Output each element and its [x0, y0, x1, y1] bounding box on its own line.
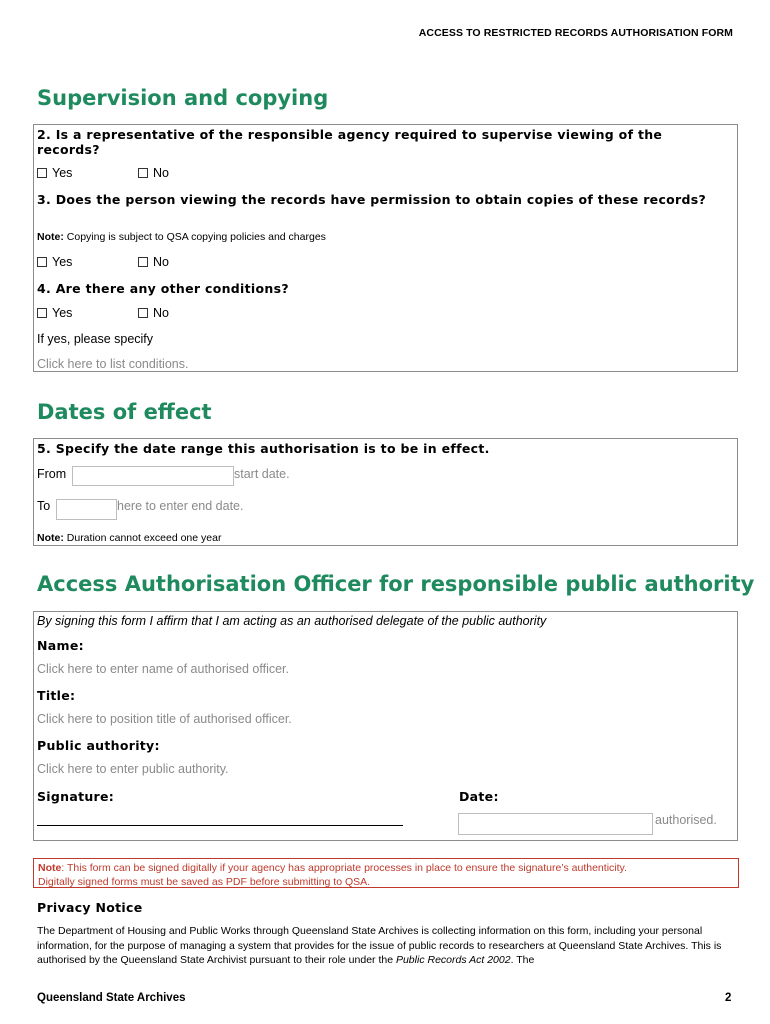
date-label: Date: [459, 789, 499, 804]
form-header-title: ACCESS TO RESTRICTED RECORDS AUTHORISATION FORM [418, 27, 733, 39]
note-text: Copying is subject to QSA copying policies and charges [66, 231, 326, 243]
from-date-input[interactable] [72, 466, 234, 486]
signed-date-hint: authorised. [655, 813, 717, 827]
signature-label: Signature: [37, 789, 115, 804]
privacy-title: Privacy Notice [37, 900, 143, 915]
q2-yes-label: Yes [52, 166, 73, 180]
question-2: 2. Is a representative of the responsible agency required to supervise viewing of the records? [37, 127, 663, 157]
digital-signing-note [33, 858, 739, 888]
privacy-text-end: . The [510, 954, 535, 966]
checkbox-icon [37, 308, 47, 318]
page-number: 2 [725, 992, 732, 1004]
privacy-act-name: Public Records Act 2002 [395, 954, 511, 966]
q4-specify-label: If yes, please specify [37, 332, 154, 346]
title-field[interactable]: Click here to position title of authorised officer. [37, 712, 292, 726]
to-date-input[interactable] [56, 499, 117, 520]
footer-org: Queensland State Archives [37, 992, 186, 1004]
name-label: Name: [37, 638, 84, 653]
q3-yes-label: Yes [52, 255, 73, 269]
q4-yes-label: Yes [52, 306, 73, 320]
authority-field[interactable]: Click here to enter public authority. [37, 762, 229, 776]
q3-yes-checkbox[interactable] [37, 255, 72, 269]
note-text: Duration cannot exceed one year [66, 532, 222, 544]
question-4: 4. Are there any other conditions? [37, 281, 289, 296]
affirm-statement: By signing this form I affirm that I am acting as an authorised delegate of the public authority [37, 614, 547, 628]
checkbox-icon [138, 308, 148, 318]
from-date-hint: start date. [234, 467, 290, 481]
title-label: Title: [37, 688, 76, 703]
signed-date-input[interactable] [458, 813, 653, 835]
to-label: To [37, 499, 51, 513]
q2-no-label: No [153, 166, 169, 180]
signature-line[interactable] [37, 825, 403, 826]
note-label: Note: [37, 532, 64, 544]
to-date-hint: here to enter end date. [117, 499, 244, 513]
checkbox-icon [138, 168, 148, 178]
q4-no-checkbox[interactable] [138, 306, 169, 320]
dates-box [33, 438, 738, 546]
question-3: 3. Does the person viewing the records have permission to obtain copies of these records? [37, 192, 707, 207]
q4-yes-checkbox[interactable] [37, 306, 72, 320]
q3-no-checkbox[interactable] [138, 255, 169, 269]
dates-note [37, 532, 221, 544]
q2-no-checkbox[interactable] [138, 166, 169, 180]
note-text-line2: Digitally signed forms must be saved as PDF before submitting to QSA. [38, 876, 371, 888]
note-label: Note [38, 862, 62, 874]
q3-note [37, 231, 326, 243]
conditions-field[interactable]: Click here to list conditions. [37, 357, 189, 371]
name-field[interactable]: Click here to enter name of authorised officer. [37, 662, 289, 676]
note-label: Note: [37, 231, 64, 243]
q2-yes-checkbox[interactable] [37, 166, 72, 180]
question-5: 5. Specify the date range this authorisation is to be in effect. [37, 441, 490, 456]
note-text-line1: : This form can be signed digitally if your agency has appropriate processes in place to ensure the signature’s authenticity. [61, 862, 627, 874]
q3-no-label: No [153, 255, 169, 269]
supervision-box [33, 124, 738, 372]
q4-no-label: No [153, 306, 169, 320]
section-title-supervision: Supervision and copying [37, 86, 329, 110]
from-label: From [37, 467, 67, 481]
privacy-text: The Department of Housing and Public Works through Queensland State Archives is collecting information on this form, including your personal information, for the purpose of managing a system that provides for the issue of public records to researchers at Queensland State Archives. This is authorised by the Queensland State Archivist pursuant to their role under the [37, 925, 722, 966]
section-title-officer: Access Authorisation Officer for responsible public authority [37, 572, 755, 596]
officer-box [33, 611, 738, 841]
checkbox-icon [138, 257, 148, 267]
checkbox-icon [37, 257, 47, 267]
section-title-dates: Dates of effect [37, 400, 212, 424]
authority-label: Public authority: [37, 738, 160, 753]
privacy-body [37, 924, 737, 968]
checkbox-icon [37, 168, 47, 178]
